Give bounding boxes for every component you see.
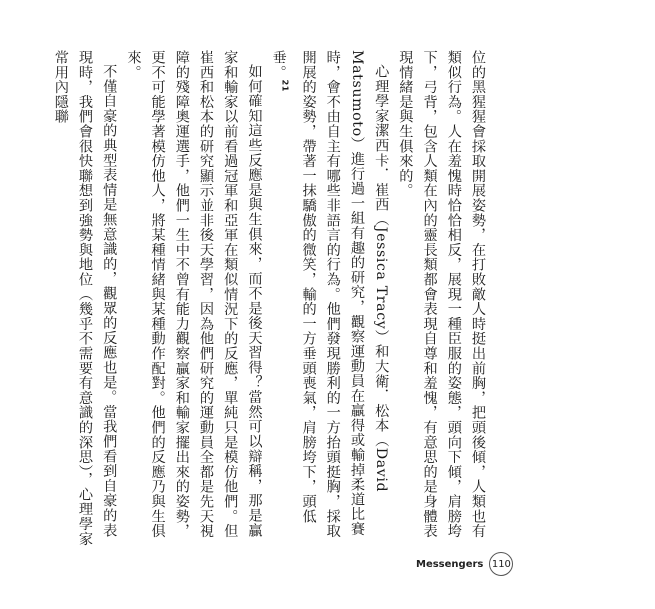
page-footer bbox=[416, 552, 513, 576]
paragraph-1 bbox=[393, 50, 490, 550]
paragraph-4 bbox=[49, 50, 122, 550]
paragraph-4-text: 不僅自豪的典型表情是無意識的，觀眾的反應也是。當我們看到自豪的表現時，我們會很快聯想到強勢與地位（幾乎不需要有意識的深思），心理學家常用內隱聯 bbox=[52, 50, 118, 547]
paragraph-2 bbox=[266, 50, 393, 550]
page-number-badge: 110 bbox=[489, 552, 513, 576]
paragraph-2-text: 心理學家潔西卡．崔西（Jessica Tracy）和大衛．松本（David Matsumoto）進行過一組有趣的研究，觀察運動員在贏得或輸掉柔道比賽時，會不由自主有哪些非語言的行為。他們發現勝利的一方抬頭挺胸，採取開展的姿勢，帶著一抹驕傲的微笑，輸的一方垂頭喪氣，肩膀垮下，頭低垂。 bbox=[270, 50, 390, 539]
paragraph-3-text: 如何確知這些反應是與生俱來，而不是後天習得？當然可以辯稱，那是贏家和輸家以前看過冠軍和亞軍在類似情況下的反應，單純只是模仿他們。但崔西和松本的研究顯示並非後天學習，因為他們研究的運動員全都是先天視障的殘障奧運選手，他們一生中不曾有能力觀察贏家和輸家擺出來的姿勢，更不可能學著模仿他人，將某種情緒與某種動作配對。他們的反應乃與生俱來。 bbox=[125, 50, 263, 539]
paragraph-1-text: 位的黑猩猩會採取開展姿勢，在打敗敵人時挺出前胸，把頭後傾，人類也有類似行為。人在羞愧時恰恰相反，展現一種臣服的姿態，頭向下傾，肩膀垮下，弓背，包含人類在內的靈長類都會表現自尊和羞愧，有意思的是身體表現情緒是與生俱來的。 bbox=[397, 50, 486, 539]
footnote-marker[interactable]: 21 bbox=[280, 79, 290, 92]
vertical-body-text bbox=[49, 50, 490, 550]
running-book-title: Messengers bbox=[416, 558, 484, 570]
paragraph-3 bbox=[121, 50, 266, 550]
